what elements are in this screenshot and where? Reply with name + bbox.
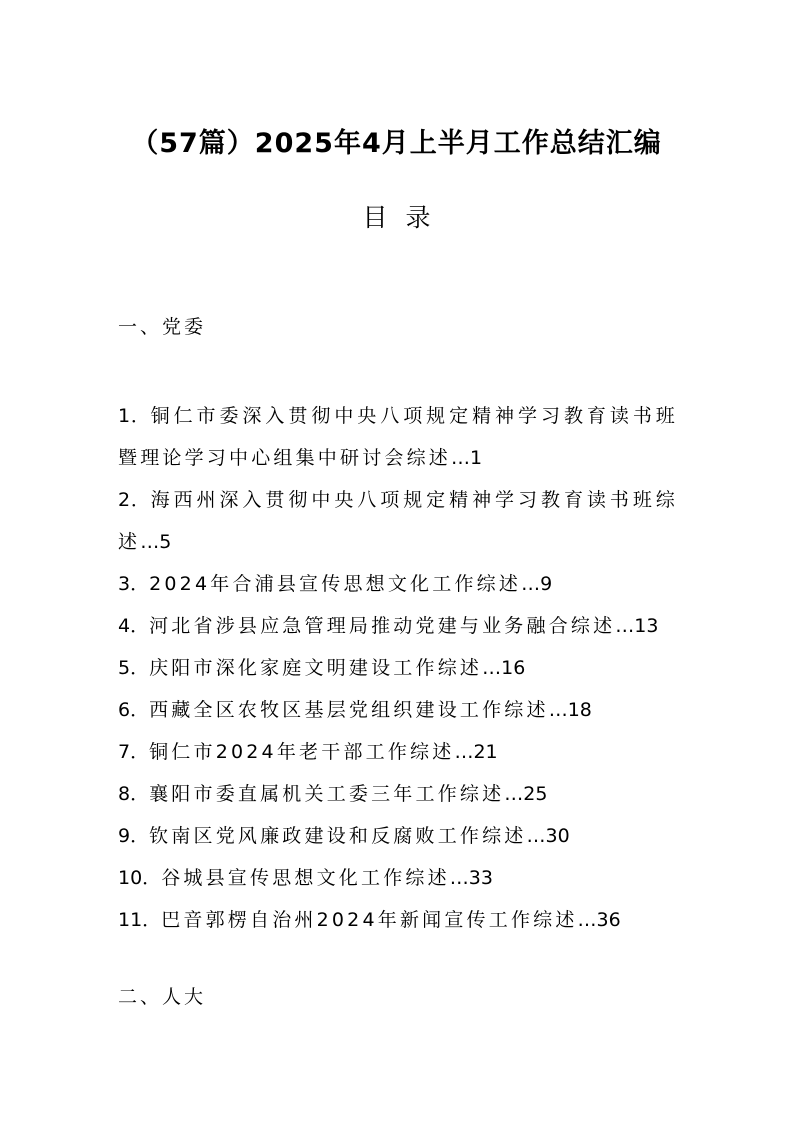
toc-entry-page: …13 — [615, 615, 659, 637]
toc-entry-title: 谷城县宣传思想文化工作综述 — [161, 867, 450, 889]
toc-entry-title: 海西州深入贯彻中央八项规定精神学习教育读书班综述 — [118, 489, 678, 553]
toc-entry-number: 3． — [118, 573, 150, 595]
section-title-party-committee: 一、党委 — [118, 316, 207, 338]
toc-entry[interactable] — [118, 689, 678, 731]
toc-entry-number: 6． — [118, 699, 150, 721]
toc-entry-number: 10． — [118, 867, 162, 889]
toc-entry-page: …5 — [140, 531, 172, 553]
toc-entry[interactable] — [118, 731, 678, 773]
toc-entry-title: 庆阳市深化家庭文明建设工作综述 — [149, 657, 483, 679]
toc-entry-page: …33 — [449, 867, 493, 889]
toc-entry-number: 4． — [118, 615, 150, 637]
toc-entry-title: 铜仁市2024年老干部工作综述 — [149, 741, 455, 763]
toc-entry-title: 河北省涉县应急管理局推动党建与业务融合综述 — [149, 615, 616, 637]
toc-entry[interactable] — [118, 563, 678, 605]
toc-entry[interactable] — [118, 899, 678, 941]
toc-entry-number: 1． — [118, 405, 151, 427]
toc-entry-title: 巴音郭楞自治州2024年新闻宣传工作综述 — [161, 909, 578, 931]
toc-entry-title: 2024年合浦县宣传思想文化工作综述 — [149, 573, 522, 595]
toc-entry-page: …9 — [521, 573, 553, 595]
toc-entry-number: 7． — [118, 741, 150, 763]
toc-entry-page: …18 — [548, 699, 592, 721]
toc-heading: 目录 — [362, 203, 449, 232]
toc-entry-number: 11． — [118, 909, 162, 931]
toc-entry-page: …25 — [504, 783, 548, 805]
toc-entry-number: 9． — [118, 825, 150, 847]
toc-entry-page: …30 — [526, 825, 570, 847]
toc-entry[interactable] — [118, 773, 678, 815]
toc-entry-number: 2． — [118, 489, 151, 511]
toc-entry[interactable] — [118, 647, 678, 689]
toc-entry-page: …16 — [482, 657, 526, 679]
toc-entry[interactable] — [118, 815, 678, 857]
toc-entry-page: …36 — [577, 909, 621, 931]
toc-entry-number: 8． — [118, 783, 150, 805]
toc-entry-page: …21 — [454, 741, 498, 763]
toc-entry-title: 襄阳市委直属机关工委三年工作综述 — [149, 783, 505, 805]
toc-entry-number: 5． — [118, 657, 150, 679]
toc-entry[interactable] — [118, 605, 678, 647]
toc-entry[interactable] — [118, 395, 678, 479]
toc-entry-title: 铜仁市委深入贯彻中央八项规定精神学习教育读书班暨理论学习中心组集中研讨会综述 — [118, 405, 678, 469]
document-title: （57篇）2025年4月上半月工作总结汇编 — [131, 128, 662, 159]
toc-entry[interactable] — [118, 857, 678, 899]
toc-entry-page: …1 — [451, 447, 483, 469]
toc-entry-title: 西藏全区农牧区基层党组织建设工作综述 — [149, 699, 549, 721]
toc-list — [118, 395, 678, 941]
toc-entry-title: 钦南区党风廉政建设和反腐败工作综述 — [149, 825, 527, 847]
section-title-peoples-congress: 二、人大 — [118, 986, 207, 1008]
toc-entry[interactable] — [118, 479, 678, 563]
